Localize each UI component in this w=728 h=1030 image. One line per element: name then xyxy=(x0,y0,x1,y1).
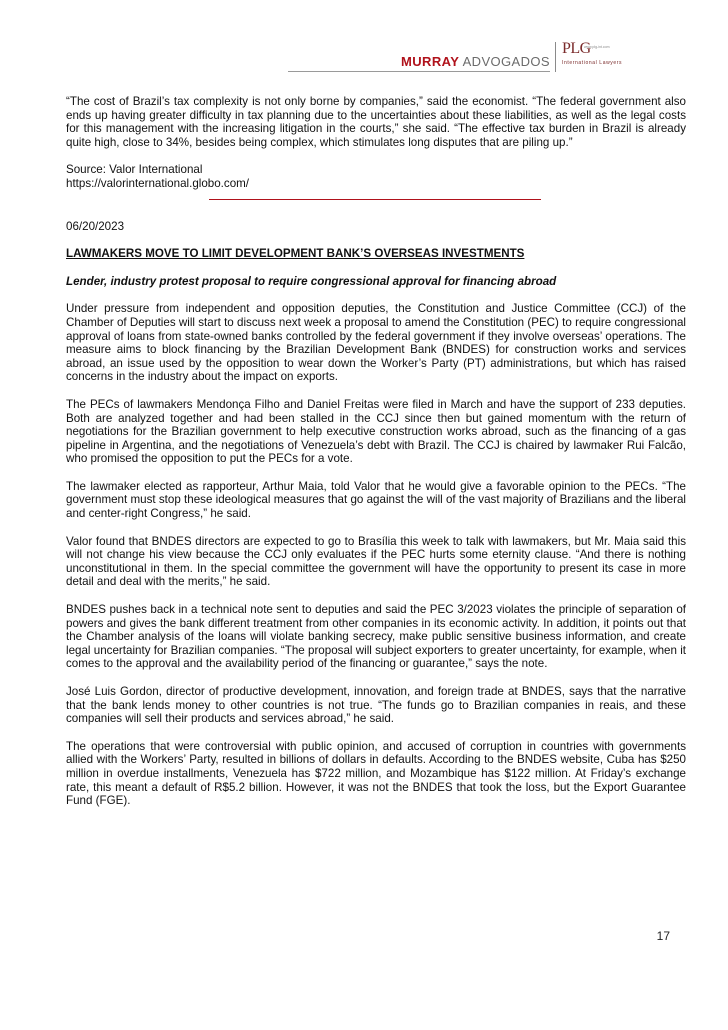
article-paragraph: The PECs of lawmakers Mendonça Filho and Daniel Freitas were filed in March and have the support of 233 deputies. Both are analyzed together and had been stalled in the CCJ since then but gained momentum with the return of negotiations for the Brazilian government to help executive construction works abroad, such as the financing of a gas pipeline in Argentina, and the negotiations of Venezuela’s debt with Brazil. The CCJ is chaired by lawmaker Rui Falcão, who promised the opposition to put the PECs for a vote. xyxy=(66,397,686,466)
section-separator xyxy=(209,199,541,200)
page-number: 17 xyxy=(656,929,670,943)
article-paragraph: BNDES pushes back in a technical note sent to deputies and said the PEC 3/2023 violates the principle of separation of powers and gives the bank different treatment from other companies in its economic activity. In addition, it points out that the Chamber analysis of the loans will violate banking secrecy, make public sensitive business information, and create legal uncertainty for Brazilian companies. “The proposal will subject exporters to greater uncertainty, for example, when it comes to the approval and the availability period of the financing or guarantee,” says the note. xyxy=(66,603,686,671)
header-underline xyxy=(288,71,550,72)
partner-logo-mark: PLG xyxy=(562,40,591,57)
firm-logo xyxy=(401,54,550,69)
article-paragraph: The lawmaker elected as rapporteur, Arthur Maia, told Valor that he would give a favorable opinion to the PECs. “The government must stop these ideological measures that go against the will of the vast majority of Brazilians and the liberal and center-right Congress,” he said. xyxy=(66,479,686,521)
continued-paragraph: “The cost of Brazil’s tax complexity is not only borne by companies,” said the economist. “The federal government also ends up having greater difficulty in tax planning due to the uncertainties about these liabilities, as well as the legal costs for this management with the increasing litigation in the courts,” she said. “The effective tax burden in Brazil is already quite high, close to 34%, besides being complex, which stimulates long disputes that are piling up.” xyxy=(66,95,686,149)
document-body xyxy=(66,95,686,808)
article-paragraph: José Luis Gordon, director of productive development, innovation, and foreign trade at BNDES, says that the narrative that the bank lends money to other countries is not true. “The funds go to Brazilian companies in reais, and these companies will sell their products and services abroad,” he said. xyxy=(66,685,686,726)
partner-logo xyxy=(562,41,624,71)
partner-logo-tagline: www.plg-int.com xyxy=(584,45,610,49)
header-divider xyxy=(555,42,556,72)
source-label: Source: Valor International xyxy=(66,163,203,177)
article-headline: LAWMAKERS MOVE TO LIMIT DEVELOPMENT BANK’S OVERSEAS INVESTMENTS xyxy=(66,247,525,261)
article-paragraph: Under pressure from independent and opposition deputies, the Constitution and Justice Committee (CCJ) of the Chamber of Deputies will start to discuss next week a proposal to amend the Constitution (PEC) to require congressional approval of loans from state-owned banks controlled by the federal government if they involve overseas’ operations. The measure aims to block financing by the Brazilian Development Bank (BNDES) for construction works and services abroad, an issue used by the opposition to wear down the Worker’s Party (PT) administrations, but which has raised concerns in the industry about the impact on exports. xyxy=(66,302,686,384)
article-paragraph: Valor found that BNDES directors are expected to go to Brasília this week to talk with lawmakers, but Mr. Maia said this will not change his view because the CCJ only evaluates if the PEC hurts some eternity clause. “And there is nothing unconstitutional in them. In the special committee the government will have the opportunity to present its case in more detail and deal with the merits,” he said. xyxy=(66,534,686,589)
source-block xyxy=(66,163,686,190)
page-header xyxy=(332,38,672,72)
article-paragraph: The operations that were controversial with public opinion, and accused of corruption in countries with governments allied with the Workers’ Party, resulted in billions of dollars in defaults. According to the BNDES website, Cuba has $250 million in overdue installments, Venezuela has $722 million, and Mozambique has $122 million. At Friday’s exchange rate, this meant a default of R$5.2 billion. However, it was not the BNDES that took the loss, but the Export Guarantee Fund (FGE). xyxy=(66,739,686,808)
source-url: https://valorinternational.globo.com/ xyxy=(66,176,250,190)
brand-secondary: ADVOGADOS xyxy=(459,54,550,69)
article-date: 06/20/2023 xyxy=(66,219,125,233)
article-subheadline: Lender, industry protest proposal to require congressional approval for financing abroad xyxy=(66,274,557,288)
brand-primary: MURRAY xyxy=(401,54,460,69)
partner-logo-subtitle: International Lawyers xyxy=(562,60,623,66)
